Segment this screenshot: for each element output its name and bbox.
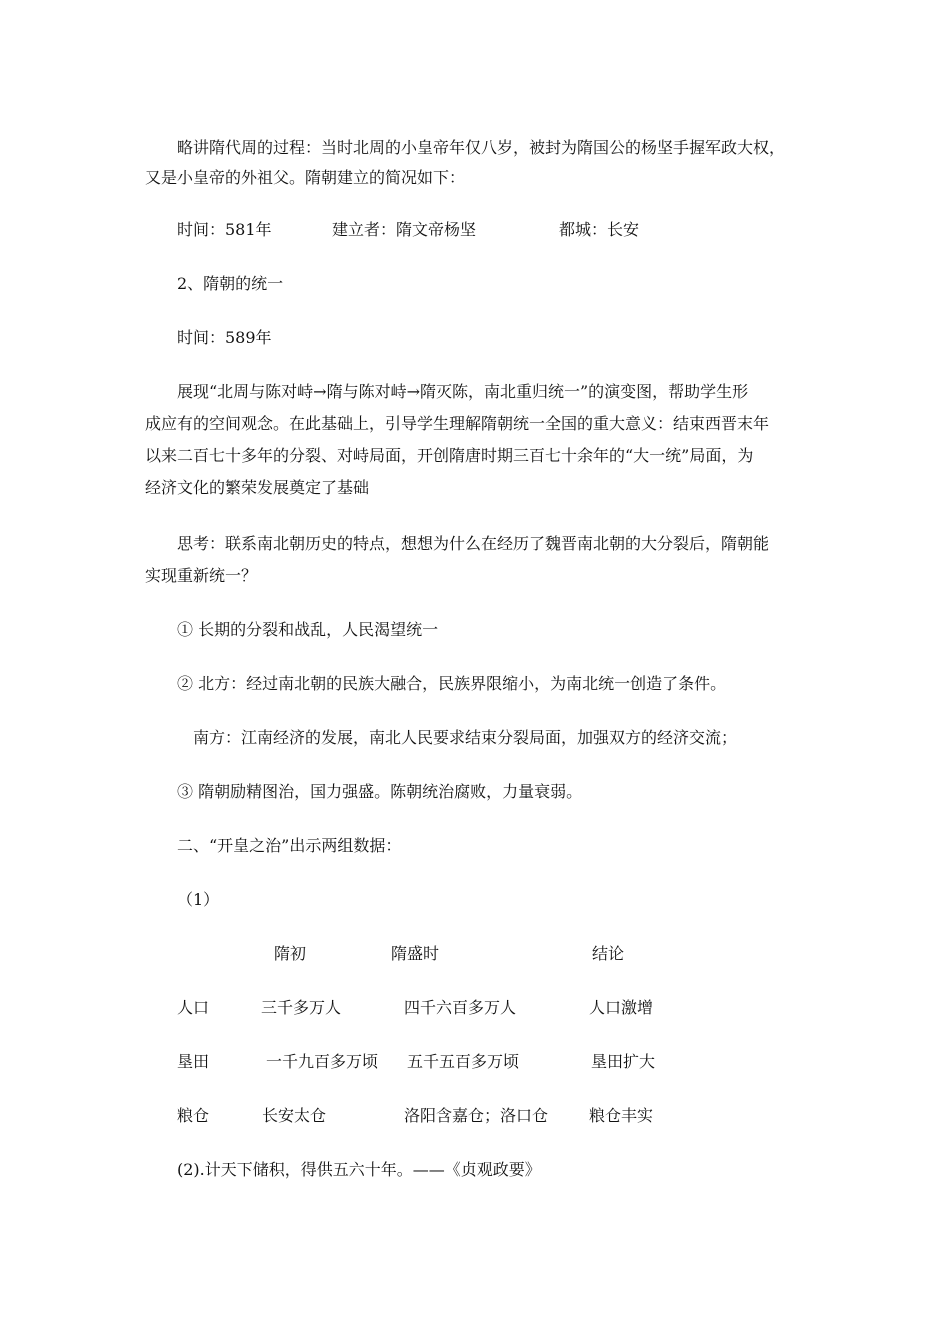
intro-line-1: 略讲隋代周的过程：当时北周的小皇帝年仅八岁，被封为隋国公的杨坚手握军政大权，: [177, 138, 786, 157]
group-1-label: （1）: [177, 890, 220, 909]
table-cell: 五千五百多万顷: [407, 1052, 520, 1071]
kaihuang-heading: 二、“开皇之治”出示两组数据：: [177, 836, 402, 855]
table-cell: 人口激增: [589, 998, 654, 1017]
table-cell: 粮仓丰实: [589, 1106, 654, 1125]
founding-time: 时间：581年: [177, 220, 272, 239]
table-row-label: 人口: [177, 998, 210, 1017]
unification-para-line-4: 经济文化的繁荣发展奠定了基础: [145, 478, 370, 497]
table-header-peak-sui: 隋盛时: [391, 944, 440, 963]
table-header-conclusion: 结论: [592, 944, 625, 963]
group-2-quote: (2).计天下储积，得供五六十年。——《贞观政要》: [177, 1160, 541, 1179]
unification-time: 时间：589年: [177, 328, 272, 347]
founding-founder: 建立者：隋文帝杨坚: [332, 220, 477, 239]
reason-2-south: 南方：江南经济的发展，南北人民要求结束分裂局面，加强双方的经济交流；: [193, 728, 738, 747]
founding-capital: 都城：长安: [559, 220, 640, 239]
table-cell: 垦田扩大: [591, 1052, 656, 1071]
reason-3: ③ 隋朝励精图治，国力强盛。陈朝统治腐败，力量衰弱。: [177, 782, 583, 801]
table-cell: 一千九百多万顷: [266, 1052, 379, 1071]
table-row-label: 粮仓: [177, 1106, 210, 1125]
thinking-line-2: 实现重新统一？: [145, 566, 258, 585]
table-cell: 长安太仓: [262, 1106, 327, 1125]
table-header-early-sui: 隋初: [274, 944, 307, 963]
unification-heading: 2、隋朝的统一: [177, 274, 284, 293]
unification-para-line-1: 展现“北周与陈对峙→隋与陈对峙→隋灭陈，南北重归统一”的演变图，帮助学生形: [177, 382, 749, 401]
unification-para-line-3: 以来二百七十多年的分裂、对峙局面，开创隋唐时期三百七十余年的“大一统”局面，为: [145, 446, 754, 465]
table-cell: 四千六百多万人: [404, 998, 517, 1017]
intro-line-2: 又是小皇帝的外祖父。隋朝建立的简况如下：: [145, 168, 466, 187]
table-row-label: 垦田: [177, 1052, 210, 1071]
unification-para-line-2: 成应有的空间观念。在此基础上，引导学生理解隋朝统一全国的重大意义：结束西晋末年: [145, 414, 770, 433]
reason-2-north: ② 北方：经过南北朝的民族大融合，民族界限缩小，为南北统一创造了条件。: [177, 674, 727, 693]
table-cell: 三千多万人: [261, 998, 342, 1017]
reason-1: ① 长期的分裂和战乱，人民渴望统一: [177, 620, 439, 639]
table-cell: 洛阳含嘉仓；洛口仓: [404, 1106, 549, 1125]
thinking-line-1: 思考：联系南北朝历史的特点，想想为什么在经历了魏晋南北朝的大分裂后，隋朝能: [177, 534, 770, 553]
